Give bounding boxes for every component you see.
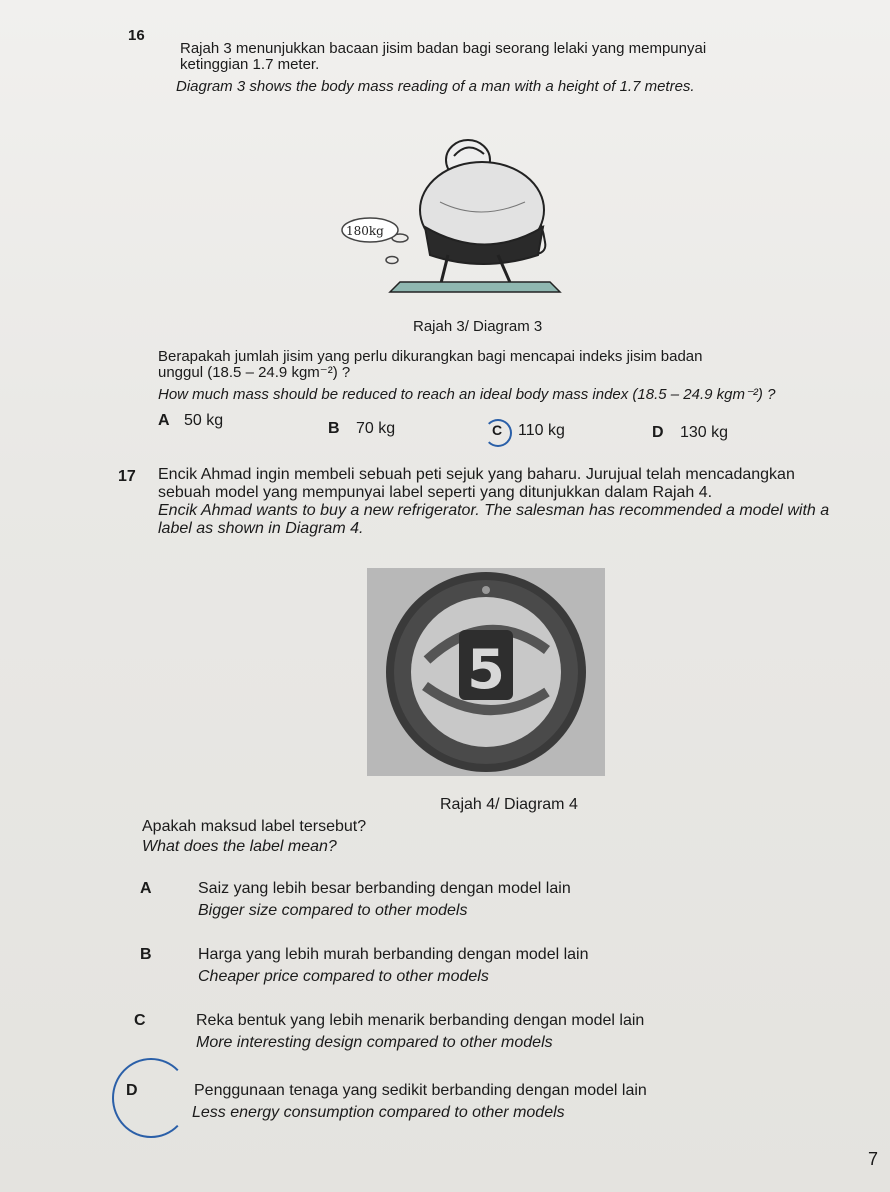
q17-ask-ms: Apakah maksud label tersebut? [142,818,367,835]
q17-text-ms-line1: Encik Ahmad ingin membeli sebuah peti sejuk yang baharu. Jurujual telah mencadangkan [158,466,795,483]
q17-option-b-ms[interactable]: Harga yang lebih murah berbanding dengan model lain [198,946,589,963]
q17-option-c-letter[interactable]: C [134,1012,146,1029]
q17-option-d-en[interactable]: Less energy consumption compared to other models [192,1104,565,1121]
star-icon [482,586,490,594]
q16-text-ms-line2: ketinggian 1.7 meter. [180,56,320,73]
question-16-number: 16 [128,27,145,44]
scale-reading-label: 180kg [346,224,384,238]
q16-option-d-letter[interactable]: D [652,424,664,441]
q17-option-a-en[interactable]: Bigger size compared to other models [198,902,468,919]
q16-option-b-text[interactable]: 70 kg [356,420,396,437]
answer-circle-mark [112,1058,190,1138]
q17-option-b-en[interactable]: Cheaper price compared to other models [198,968,489,985]
q17-text-en-line1: Encik Ahmad wants to buy a new refrigerator. The salesman has recommended a model with a [158,502,830,519]
q17-option-b-letter[interactable]: B [140,946,152,963]
q16-option-a-letter[interactable]: A [158,412,170,429]
q17-option-a-ms[interactable]: Saiz yang lebih besar berbanding dengan model lain [198,880,571,897]
q17-option-d-ms[interactable]: Penggunaan tenaga yang sedikit berbanding dengan model lain [194,1082,647,1099]
q16-option-c-letter[interactable]: C [492,422,503,438]
q17-ask-en: What does the label mean? [142,838,337,855]
q17-option-c-en[interactable]: More interesting design compared to other models [196,1034,553,1051]
q16-option-b-letter[interactable]: B [328,420,340,437]
energy-rating-label-photo [367,568,605,776]
overweight-man-illustration [330,132,580,302]
q16-option-c-text[interactable]: 110 kg [518,422,565,439]
q16-ask-en: How much mass should be reduced to reach an ideal body mass index (18.5 – 24.9 kgm⁻²) ? [158,386,776,403]
q17-text-ms-line2: sebuah model yang mempunyai label seperti yang ditunjukkan dalam Rajah 4. [158,484,713,501]
q16-text-en: Diagram 3 shows the body mass reading of a man with a height of 1.7 metres. [176,78,695,95]
page-number: 7 [867,1149,878,1169]
q16-option-a-text[interactable]: 50 kg [184,412,224,429]
q17-option-c-ms[interactable]: Reka bentuk yang lebih menarik berbanding dengan model lain [196,1012,645,1029]
q16-text-ms-line1: Rajah 3 menunjukkan bacaan jisim badan bagi seorang lelaki yang mempunyai [180,40,707,57]
diagram-4-caption: Rajah 4/ Diagram 4 [440,796,578,813]
diagram-3-caption: Rajah 3/ Diagram 3 [413,318,543,335]
question-17-number: 17 [118,468,136,485]
q17-option-d-letter[interactable]: D [126,1082,138,1099]
q16-ask-ms-line1: Berapakah jumlah jisim yang perlu dikurangkan bagi mencapai indeks jisim badan [158,348,703,365]
q17-option-a-letter[interactable]: A [140,880,152,897]
rating-digit: 5 [467,638,505,701]
q16-ask-ms-line2: unggul (18.5 – 24.9 kgm⁻²) ? [158,364,351,381]
q16-option-d-text[interactable]: 130 kg [680,424,729,441]
q17-text-en-line2: label as shown in Diagram 4. [158,520,364,537]
